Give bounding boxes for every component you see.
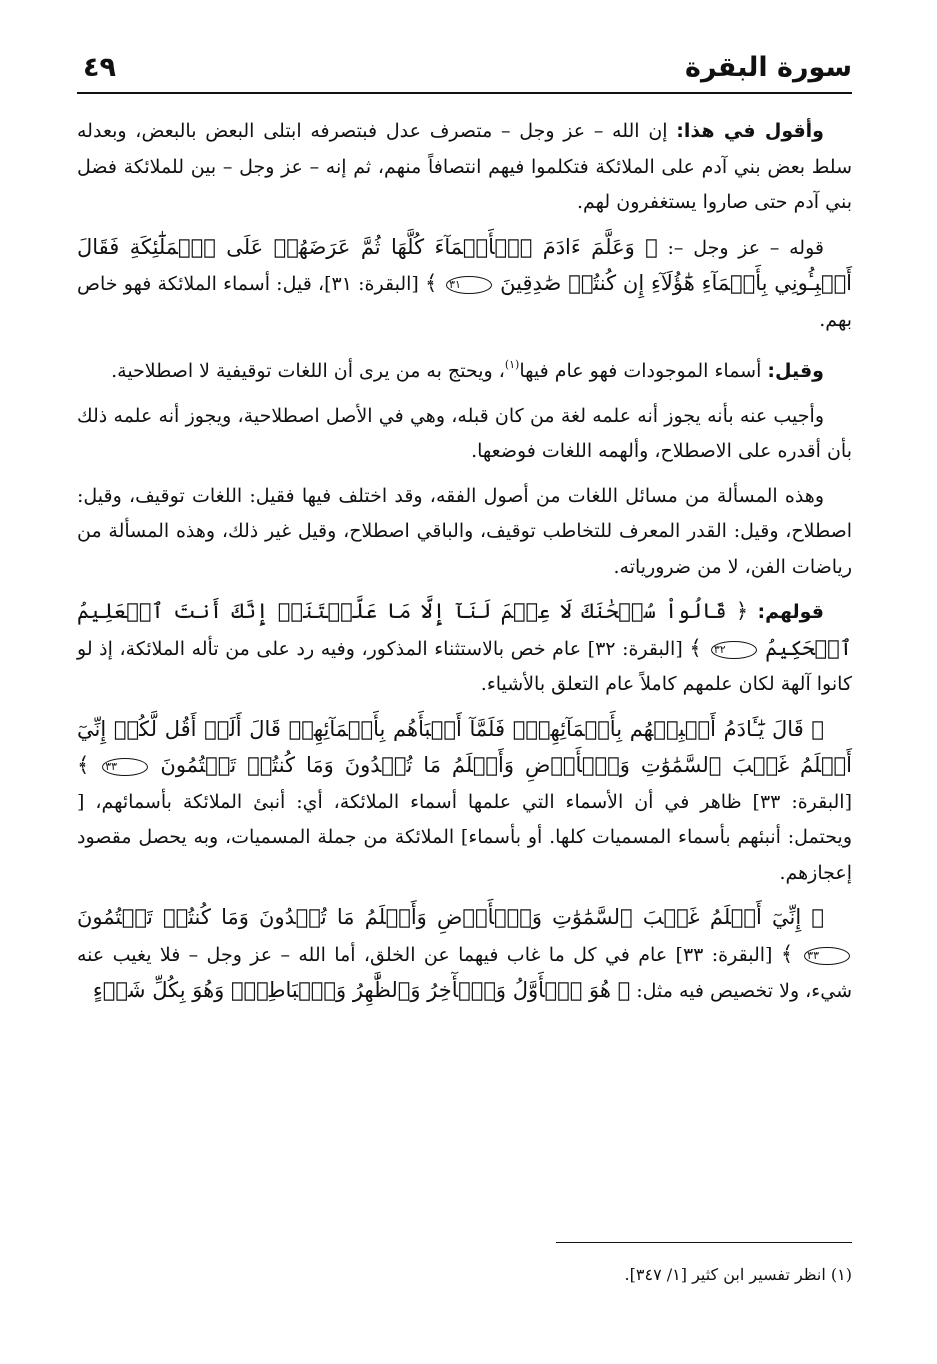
quran-verse: ﴿ قَالُواْ سُبۡحَٰنَكَ لَا عِلۡمَ لَنَآ إِلَّا مَا عَلَّمۡتَنَآۖ إِنَّكَ أَنتَ ٱلۡعَلِيمُ ٱلۡحَكِيمُ: [77, 599, 852, 660]
paragraph-1: [77, 114, 852, 221]
quran-close-bracket: ﴾: [689, 635, 709, 660]
surah-title: سورة البقرة: [685, 52, 852, 83]
ayah-number-marker: ٣٣: [804, 947, 850, 965]
ayah-number-marker: ٣٢: [711, 641, 757, 659]
paragraph-text: وأجيب عنه بأنه يجوز أنه علمه لغة من كان قبله، وهي في الأصل اصطلاحية، ويجوز أنه علمه ذلك بأن أقدره على الاصطلاح، وألهمه اللغات فوضعها.: [77, 404, 852, 462]
quran-verse: ﴿ قَالَ يَٰٓـَٔادَمُ أَنۢبِئۡهُم بِأَسۡمَآئِهِمۡۖ فَلَمَّآ أَنۢبَأَهُم بِأَسۡمَآئِهِمۡ قَالَ أَلَمۡ أَقُل لَّكُمۡ إِنِّيٓ أَعۡلَمُ غَيۡبَ ٱلسَّمَٰوَٰتِ وَٱلۡأَرۡضِ وَأَعۡلَمُ مَا تُبۡدُونَ وَمَا كُنتُمۡ تَكۡتُمُونَ: [77, 716, 852, 777]
footnote-reference: (١): [504, 358, 520, 371]
paragraph-4: [77, 399, 852, 470]
page-body: [77, 94, 852, 1010]
quran-verse: ﴿ إِنِّيٓ أَعۡلَمُ غَيۡبَ ٱلسَّمَٰوَٰتِ وَٱلۡأَرۡضِ وَأَعۡلَمُ مَا تُبۡدُونَ وَمَا كُنتُمۡ تَكۡتُمُونَ: [77, 905, 824, 929]
footnote: (١) انظر تفسير ابن كثير [١/ ٣٤٧].: [624, 1265, 852, 1284]
paragraph-3: [77, 347, 852, 390]
page-number: ٤٩: [83, 52, 116, 83]
paragraph-5: [77, 479, 852, 586]
paragraph-text: [البقرة: ٣٣] ظاهر في أن الأسماء التي علمها أسماء الملائكة، أي: أنبئ الملائكة بأسمائهم، [ ويحتمل: أنبئهم بأسماء المسميات كلها. أو بأسماء] الملائكة من جملة المسميات، وبه يحصل مقصود إعجازهم.: [77, 790, 852, 884]
ayah-number-marker: ٣١: [446, 276, 492, 294]
book-page: [77, 30, 852, 1340]
paragraph-text-rest: ، ويحتج به من يرى أن اللغات توقيفية لا اصطلاحية.: [111, 360, 505, 382]
quran-close-bracket: ﴾: [425, 271, 445, 295]
paragraph-2: [77, 230, 852, 339]
paragraph-text: إن الله – عز وجل – متصرف عدل فبتصرفه ابتلى البعض بالبعض، وبعدله سلط بعض بني آدم على الملائكة فتكلموا فيهم انتصافاً منهم، ثم إنه – عز وجل – بين للملائكة فضل بني آدم حتى صاروا يستغفرون لهم.: [77, 120, 853, 213]
paragraph-7: [77, 712, 852, 892]
paragraph-text: أسماء الموجودات فهو عام فيها: [519, 360, 768, 382]
quran-verse: ﴿ وَعَلَّمَ ءَادَمَ ٱلۡأَسۡمَآءَ كُلَّهَا ثُمَّ عَرَضَهُمۡ عَلَى ٱلۡمَلَٰٓئِكَةِ فَقَالَ أَنۢبِـُٔونِي بِأَسۡمَآءِ هَٰٓؤُلَآءِ إِن كُنتُمۡ صَٰدِقِينَ: [77, 234, 853, 295]
paragraph-text: وهذه المسألة من مسائل اللغات من أصول الفقه، وقد اختلف فيها فقيل: اللغات توقيف، وقيل: اصطلاح، وقيل: القدر المعرف للتخاطب توقيف، والباقي اصطلاح، وقيل غير ذلك، وهذه المسألة من رياضات الفن، لا من ضرورياته.: [77, 484, 852, 578]
paragraph-text: [البقرة: ٣٢] عام خص بالاستثناء المذكور، وفيه رد على من تأله الملائكة، إذ لو كانوا آلهة لكان علمهم كاملاً عام التعلق بالأشياء.: [77, 637, 852, 695]
quran-verse-continued: ﴿ هُوَ ٱلۡأَوَّلُ وَٱلۡأٓخِرُ وَٱلظَّٰهِرُ وَٱلۡبَاطِنُۖ وَهُوَ بِكُلِّ شَيۡءٍ: [92, 978, 631, 1002]
paragraph-6: [77, 594, 852, 703]
paragraph-lead: قولهم:: [757, 601, 824, 623]
footnote-divider: [556, 1242, 852, 1243]
paragraph-intro: قوله – عز وجل –:: [657, 236, 824, 259]
paragraph-8: [77, 900, 852, 1010]
paragraph-lead: وأقول في هذا:: [676, 120, 824, 142]
paragraph-lead: وقيل:: [767, 360, 824, 382]
running-header: [77, 30, 852, 94]
ayah-number-marker: ٣٣: [102, 758, 148, 776]
quran-close-bracket: ﴾: [77, 753, 101, 777]
quran-close-bracket: ﴾: [780, 941, 803, 966]
paragraph-text: [البقرة: ٣١]، قيل: أسماء الملائكة فهو خاص بهم.: [77, 273, 852, 331]
paragraph-text: [البقرة: ٣٣] عام في كل ما غاب فيهما عن الخلق، أما الله – عز وجل – فلا يغيب عنه شيء، ولا تخصيص فيه مثل:: [77, 943, 852, 1002]
